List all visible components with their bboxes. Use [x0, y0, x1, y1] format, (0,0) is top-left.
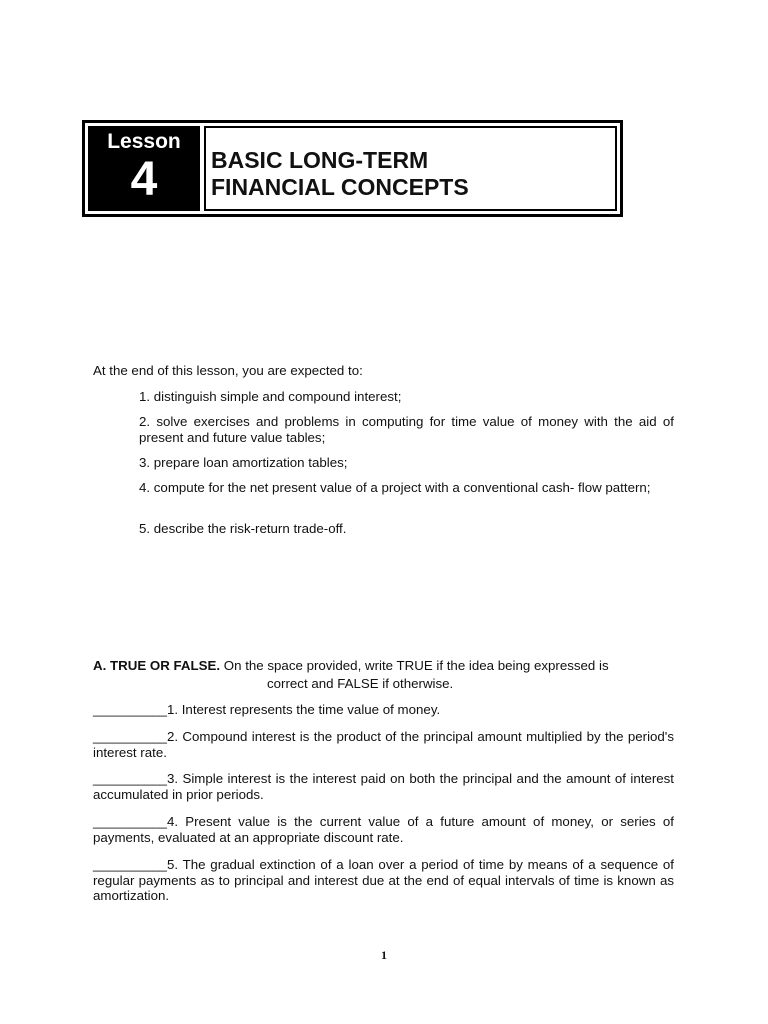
answer-blank[interactable]: __________ [93, 857, 167, 872]
answer-blank[interactable]: __________ [93, 729, 167, 744]
objective-item: 1. distinguish simple and compound interest; [139, 389, 402, 404]
true-false-item [93, 702, 674, 718]
true-false-item [93, 814, 674, 845]
item-statement: 4. Present value is the current value of a future amount of money, or series of payments, evaluated at an appropriate discount rate. [93, 814, 674, 845]
item-statement: 2. Compound interest is the product of the principal amount multiplied by the period's interest rate. [93, 729, 674, 760]
lesson-header [82, 120, 623, 217]
page-number: 1 [381, 948, 387, 962]
lesson-label: Lesson [107, 130, 181, 153]
lesson-badge [88, 126, 200, 211]
item-statement: 3. Simple interest is the interest paid on both the principal and the amount of interest accumulated in prior periods. [93, 771, 674, 802]
section-a-heading: A. TRUE OR FALSE. [93, 658, 221, 673]
true-false-item [93, 771, 674, 802]
answer-blank[interactable]: __________ [93, 702, 167, 717]
lesson-title-line-1: BASIC LONG-TERM [211, 147, 429, 173]
objective-item: 3. prepare loan amortization tables; [139, 455, 348, 470]
objective-item: 4. compute for the net present value of a project with a conventional cash- flow pattern; [139, 480, 651, 495]
lesson-title-frame [204, 126, 617, 211]
lesson-title-line-2: FINANCIAL CONCEPTS [211, 174, 469, 200]
true-false-item [93, 729, 674, 760]
true-false-item [93, 857, 674, 904]
objectives-intro: At the end of this lesson, you are expected to: [93, 363, 363, 378]
objective-item: 5. describe the risk-return trade-off. [139, 521, 347, 536]
answer-blank[interactable]: __________ [93, 771, 167, 786]
lesson-number: 4 [130, 153, 158, 206]
item-statement: 1. Interest represents the time value of money. [166, 702, 441, 717]
answer-blank[interactable]: __________ [93, 814, 167, 829]
objective-item: 2. solve exercises and problems in computing for time value of money with the aid of present and future value tables; [139, 414, 674, 445]
section-a-instruction [93, 658, 674, 674]
section-a-instruction-text: On the space provided, write TRUE if the idea being expressed is [223, 658, 609, 673]
section-a-instruction-cont: correct and FALSE if otherwise. [267, 676, 454, 691]
item-statement: 5. The gradual extinction of a loan over a period of time by means of a sequence of regular payments as to principal and interest due at the end of equal intervals of time is known as amortization. [93, 857, 674, 903]
